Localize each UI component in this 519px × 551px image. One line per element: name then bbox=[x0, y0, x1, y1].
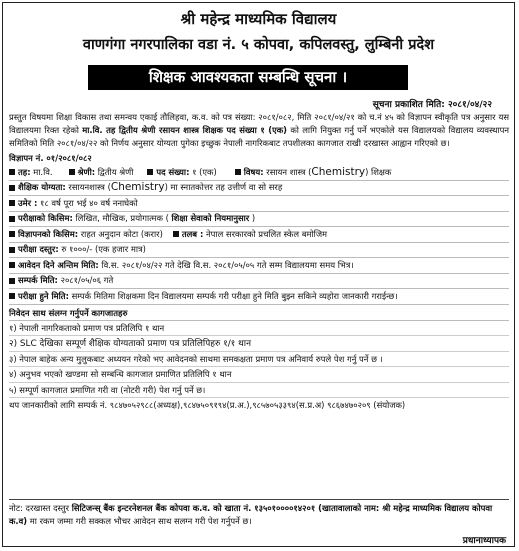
document-item: १) नेपाली नागरिकताको प्रमाण पत्र प्रतिलिपि १ थान bbox=[9, 321, 509, 337]
bullet-icon bbox=[147, 169, 153, 175]
post-row bbox=[9, 165, 509, 181]
intro-text-1: प्रस्तुत विषयमा शिक्षा विकास तथा समन्वय एकाई तौलिहवा, क.व. को पत्र संख्या: २०८१/०८२, मिति २०८१/०४/२१ को च.नं ४५ को विज्ञापन स्वीकृति पत्र अनुसार यस विद्यालयमा रिक्त रहेको bbox=[9, 112, 509, 135]
salary-label: तलब : bbox=[181, 228, 204, 239]
bullet-icon bbox=[9, 247, 15, 253]
qualification-row bbox=[9, 181, 509, 197]
notice-page bbox=[2, 2, 515, 547]
subject-suffix: ) शिक्षक bbox=[365, 166, 392, 177]
bullet-icon bbox=[9, 293, 15, 299]
contact-date-value: २०८१/०५/०६ गते bbox=[60, 275, 114, 286]
age-value: १८ वर्ष पूरा भई ४० वर्ष ननाघेको bbox=[39, 197, 138, 208]
intro-paragraph bbox=[9, 111, 509, 150]
ad-type-value: राहत अनुदान कोटा (करार) bbox=[80, 228, 163, 239]
bullet-icon bbox=[9, 231, 15, 237]
ad-type-row bbox=[9, 227, 509, 243]
qualification-suffix: ) मा स्नातकोत्तर तह उत्तीर्ण वा सो सरह bbox=[164, 182, 283, 193]
bullet-icon bbox=[9, 169, 15, 175]
published-label: सूचना प्रकाशित मिति: bbox=[372, 100, 445, 110]
exam-date-row bbox=[9, 289, 509, 305]
fee-label: परीक्षा दस्तुर: bbox=[18, 244, 59, 255]
contact-date-row bbox=[9, 274, 509, 290]
exam-rule: शिक्षा सेवाको नियमानुसार bbox=[171, 213, 250, 224]
document-item: ४) अनुभव भएको खण्डमा सो सम्बन्धि कागजात प्रमाणित प्रतिलिपि १ थान bbox=[9, 367, 509, 383]
bullet-icon bbox=[173, 231, 179, 237]
school-address: वाणगंगा नगरपालिका वडा नं. ५ कोपवा, कपिलवस्तु, लुम्बिनी प्रदेश bbox=[82, 37, 435, 53]
published-value: २०८१/०४/२२ bbox=[447, 100, 492, 110]
salary-value: नेपाल सरकारको प्रचलित स्केल बमोजिम bbox=[206, 228, 328, 239]
subject-value: रसायन शास्त्र ( bbox=[266, 166, 312, 177]
bullet-icon bbox=[69, 169, 75, 175]
contact-info: थप जानकारीको लागि सम्पर्क नं. ९८४७०५२९८८(अध्यक्ष),९८४७५०९१९४(प्र.अ.),९८५७०५३३९४(स.प्र.अ) ९८६७४७०२०९ (संयोजक) bbox=[9, 400, 406, 410]
qualification-label: शैक्षिक योग्यता: bbox=[18, 182, 66, 193]
bullet-icon bbox=[9, 262, 15, 268]
fee-value: रु १०००/- (एक हजार मात्र) bbox=[61, 244, 146, 255]
exam-date-label: परीक्षा हुने मिति: bbox=[18, 290, 69, 301]
school-name: श्री महेन्द्र माध्यमिक विद्यालय bbox=[180, 10, 337, 28]
bank-account: सिटिजन्स् बैंक इन्टरनेशनल बैंक कोपवा क.व. को खाता नं. १३५०१००००१४२०१ (खातावालाको नाम: श्री महेन्द्र माध्यमिक विद्यालय कोपवा क.व) bbox=[9, 503, 493, 526]
document-item: ५) सम्पूर्ण कागजात प्रमाणित गरी वा (नोटरी गरी) पेश गर्नु पर्ने छ। bbox=[9, 383, 509, 399]
subject-english: Chemistry bbox=[311, 165, 366, 178]
grade-label: श्रेणी: bbox=[77, 166, 96, 177]
grade-value: द्वितीय श्रेणी bbox=[97, 166, 134, 177]
note-suffix: मा रकम जम्मा गरी सक्कल भौचर आवेदन साथ सलग्न गरी पेश गर्नुपर्ने छ। bbox=[29, 516, 252, 526]
posts-label: पद संख्या: bbox=[156, 166, 190, 177]
ad-number: विज्ञापन नं. ०१/२०८१/०८२ bbox=[9, 153, 92, 163]
qualification-english: Chemistry bbox=[110, 181, 165, 194]
ad-type-label: विज्ञापनको किसिम: bbox=[18, 228, 79, 239]
age-row bbox=[9, 196, 509, 212]
fee-row bbox=[9, 243, 509, 259]
exam-suffix: ) bbox=[251, 213, 256, 224]
exam-type-label: परीक्षाको किसिम: bbox=[18, 213, 73, 224]
intro-text-2: को लागि नियुक्त गर्नु पर्ने भएकोले यस विद्यालयको विद्यालय व्यवस्थापन समितिको मिति २०८१/०४/२२ को निर्णय अनुसार योग्यता पुगेका इच्छुक नेपाली नागरिकबाट तपशीलका कागजात राखी दरखास्त आह्वान गरिएको छ। bbox=[9, 125, 509, 148]
contact-date-label: सम्पर्क मिति: bbox=[18, 275, 58, 286]
document-item bbox=[9, 336, 509, 352]
subject-label: विषय: bbox=[243, 166, 264, 177]
intro-post-detail: मा.वि. तह द्वितीय श्रेणी रसायन शास्त्र शिक्षक पद संख्या १ (एक) bbox=[82, 125, 287, 135]
deadline-row bbox=[9, 258, 509, 274]
deadline-value: वि.स. २०८१/०४/२२ गते देखि वि.स. २०८१/०५/०५ गते सम्म विद्यालयमा समय भित्र। bbox=[101, 259, 354, 270]
document-text: २) SLC देखिका सम्पूर्ण शैक्षिक योग्यताको प्रमाण पत्र प्रतिलिपिहरु १/१ थान bbox=[9, 339, 252, 349]
bullet-icon bbox=[9, 185, 15, 191]
note-prefix: नोट: दरखास्त दस्तुर bbox=[9, 503, 70, 513]
bullet-icon bbox=[9, 278, 15, 284]
payment-note bbox=[9, 499, 509, 528]
principal-signature: प्रधानाध्यापक bbox=[462, 536, 506, 546]
level-label: तह: bbox=[18, 166, 31, 177]
age-label: उमेर : bbox=[18, 197, 38, 208]
notice-body bbox=[9, 111, 509, 411]
exam-type-value: लिखित, मौखिक, प्रयोगात्मक ( bbox=[75, 213, 169, 224]
deadline-label: आवेदन दिने अन्तिम मिति: bbox=[18, 259, 99, 270]
exam-date-value: सम्पर्क मितिमा शिक्षकमा दिन विद्यालयमा सम्पर्क गरी परीक्षा हुने मिति बुझ्न सकिने व्यहोरा जानकारी गराईन्छ। bbox=[71, 290, 398, 301]
bullet-icon bbox=[9, 200, 15, 206]
notice-banner: शिक्षक आवश्यकता सम्बन्धि सूचना । bbox=[88, 65, 408, 90]
level-value: मा.वि. bbox=[33, 166, 53, 177]
document-item: ३) नेपाल बाहेक अन्य मुलुकबाट अध्ययन गरेको भए आवेदनको साथमा समकक्षता प्रमाण पत्र अनिवार्य रुपले पेश गर्नु पर्ने छ । bbox=[9, 352, 509, 368]
qualification-value: रसायनशास्त्र ( bbox=[68, 182, 111, 193]
bullet-icon bbox=[9, 216, 15, 222]
posts-value: १ (एक) bbox=[192, 166, 217, 177]
documents-heading: निवेदन साथ संलग्न गर्नुपर्ने कागजातहरु bbox=[9, 306, 509, 321]
exam-type-row bbox=[9, 212, 509, 228]
bullet-icon bbox=[235, 169, 241, 175]
published-date bbox=[373, 97, 492, 110]
